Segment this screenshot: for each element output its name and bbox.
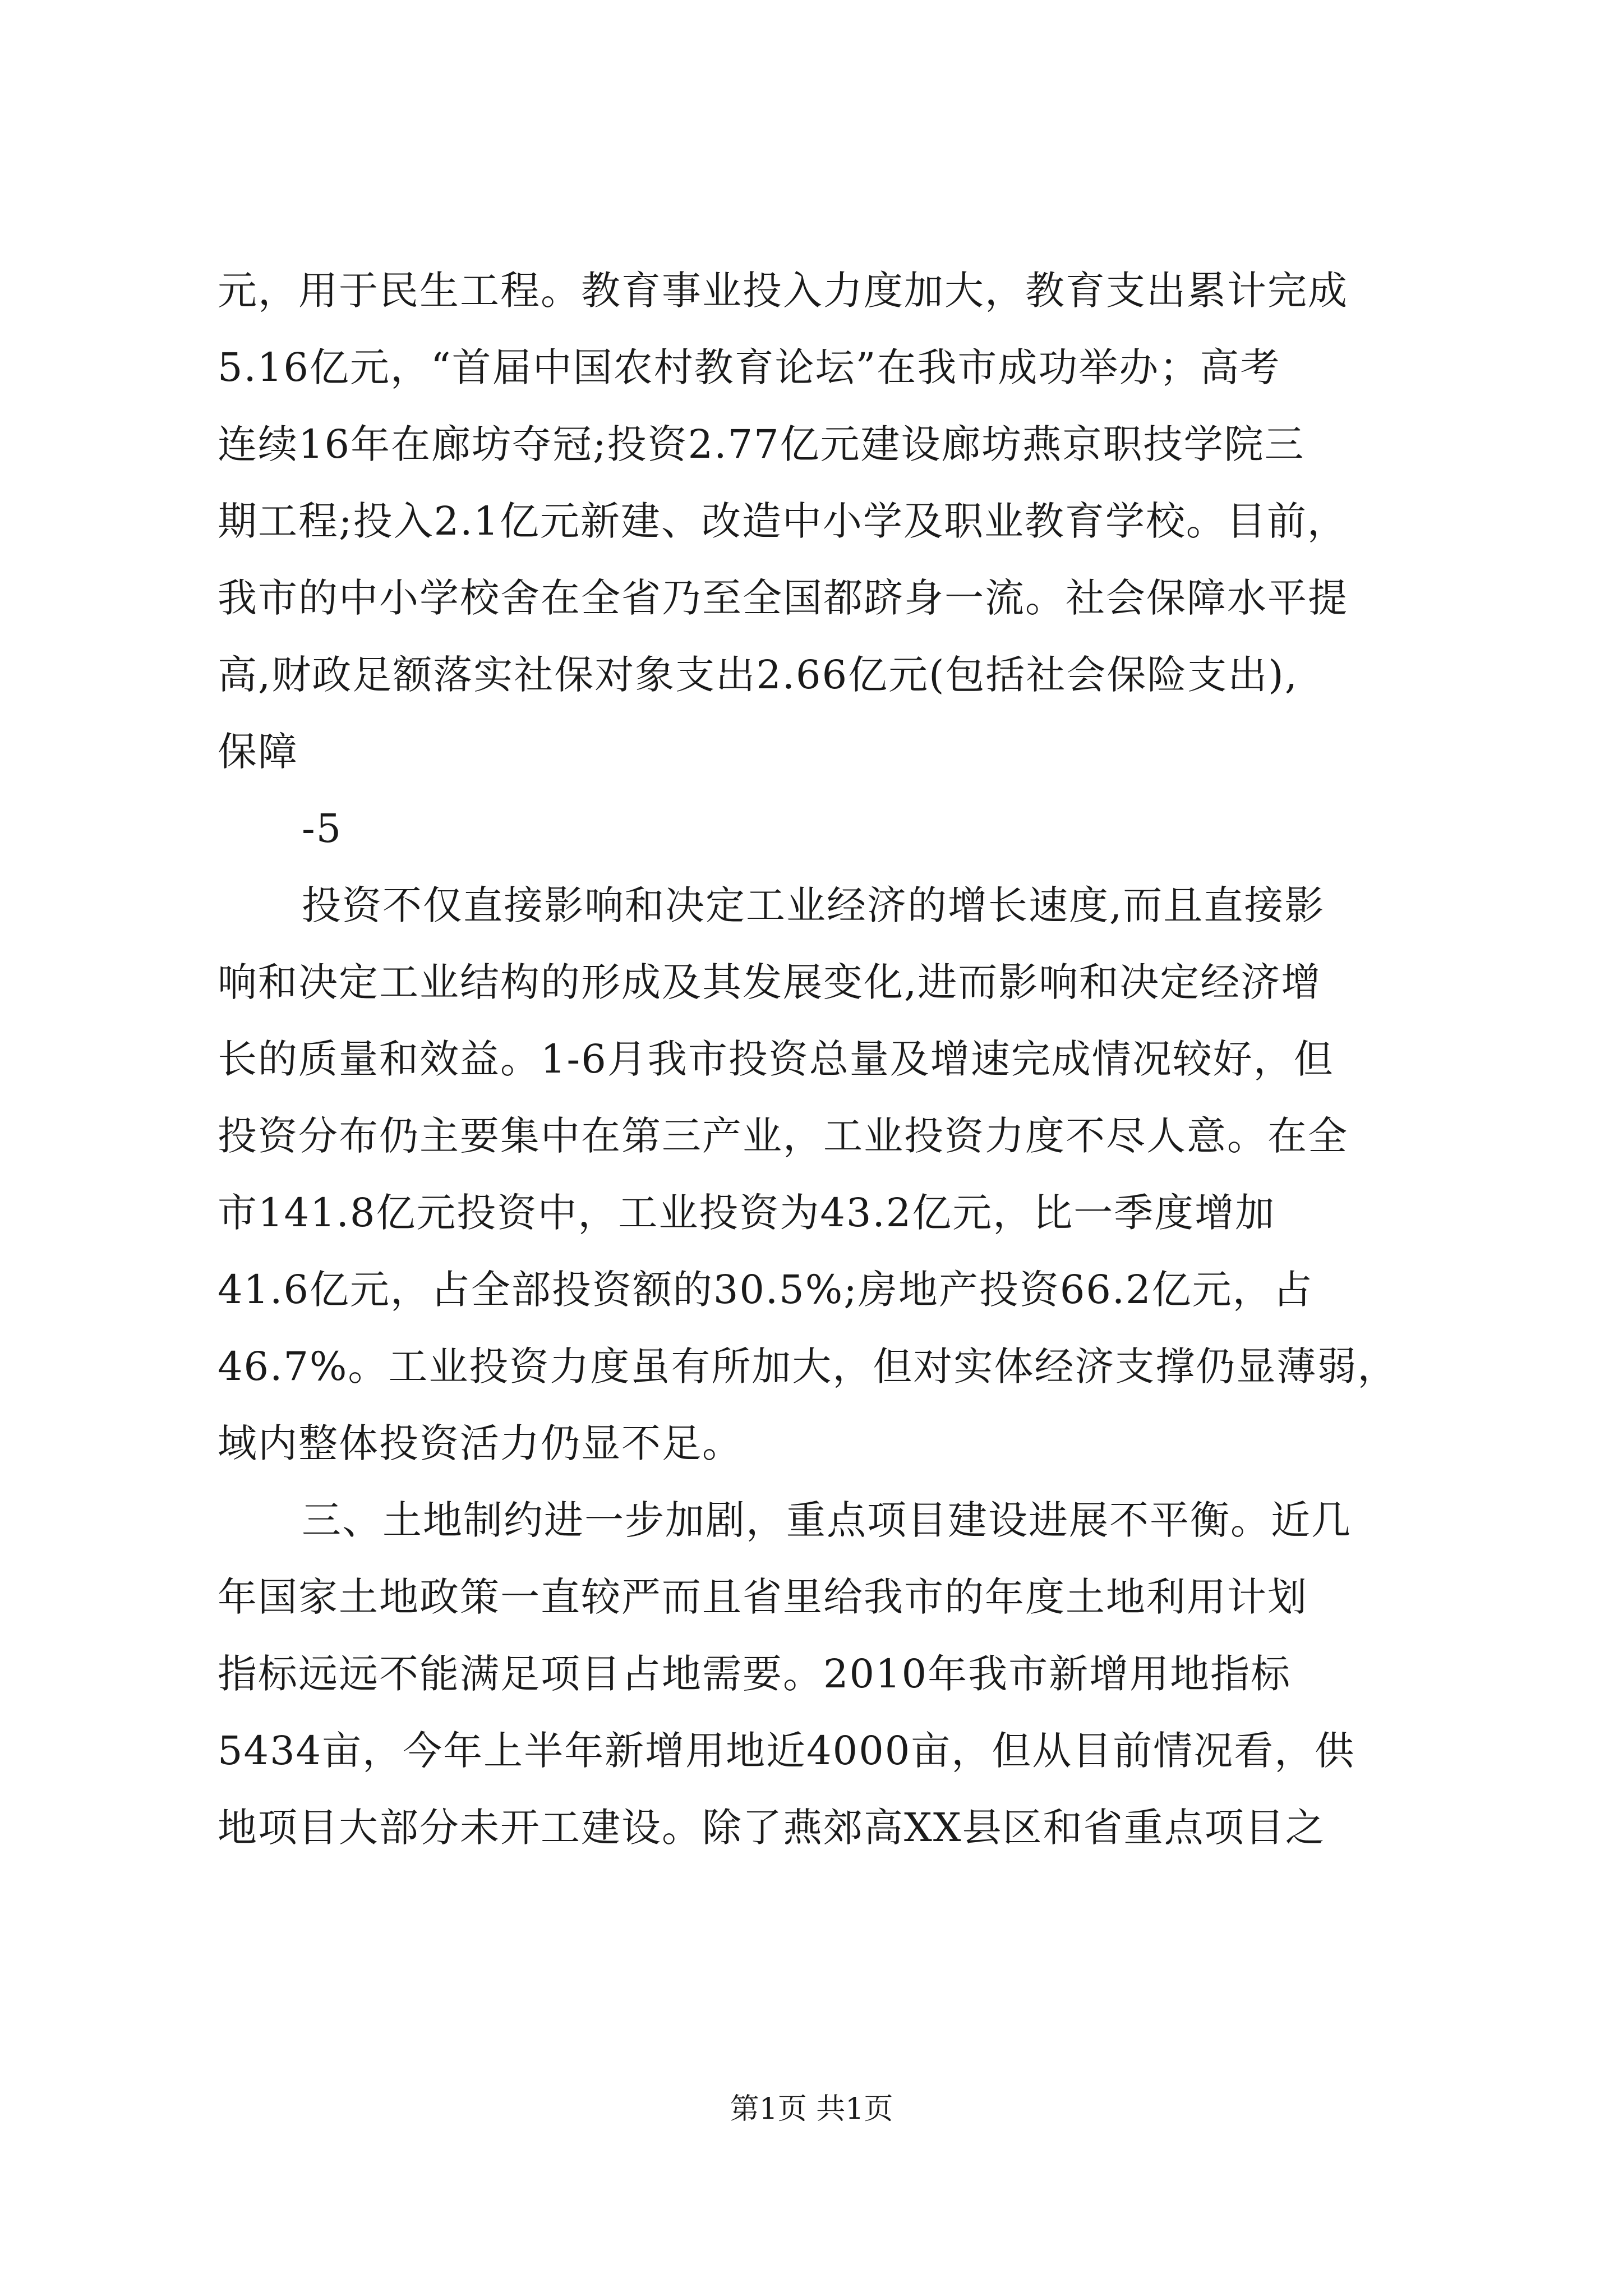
text-line: 年国家土地政策一直较严而且省里给我市的年度土地利用计划 xyxy=(218,1574,1308,1620)
text-line: 长的质量和效益。1-6月我市投资总量及增速完成情况较好，但 xyxy=(218,1036,1334,1082)
text-line: 投资分布仍主要集中在第三产业，工业投资力度不尽人意。在全 xyxy=(218,1113,1348,1159)
text-line: 5434亩，今年上半年新增用地近4000亩，但从目前情况看，供 xyxy=(218,1728,1355,1774)
text-line: 地项目大部分未开工建设。除了燕郊高XX县区和省重点项目之 xyxy=(218,1805,1326,1851)
text-line: 市141.8亿元投资中，工业投资为43.2亿元，比一季度增加 xyxy=(218,1190,1276,1236)
text-line: 5.16亿元，“首届中国农村教育论坛”在我市成功举办；高考 xyxy=(218,344,1281,390)
paragraph-start-line: 投资不仅直接影响和决定工业经济的增长速度,而且直接影 xyxy=(302,882,1325,928)
text-line: 保障 xyxy=(218,729,298,775)
page-number-footer: 第1页 共1页 xyxy=(730,2092,893,2126)
text-line: 指标远远不能满足项目占地需要。2010年我市新增用地指标 xyxy=(218,1651,1292,1697)
text-line: 我市的中小学校舍在全省乃至全国都跻身一流。社会保障水平提 xyxy=(218,575,1348,621)
section-marker: -5 xyxy=(302,806,343,852)
text-line: 高,财政足额落实社保对象支出2.66亿元(包括社会保险支出), xyxy=(218,652,1298,698)
text-line: 连续16年在廊坊夺冠;投资2.77亿元建设廊坊燕京职技学院三 xyxy=(218,421,1305,467)
paragraph-start-line: 三、土地制约进一步加剧，重点项目建设进展不平衡。近几 xyxy=(302,1497,1352,1543)
text-line: 响和决定工业结构的形成及其发展变化,进而影响和决定经济增 xyxy=(218,959,1322,1005)
text-line: 期工程;投入2.1亿元新建、改造中小学及职业教育学校。目前， xyxy=(218,498,1348,544)
document-body xyxy=(218,263,1412,1876)
text-line: 元，用于民生工程。教育事业投入力度加大，教育支出累计完成 xyxy=(218,268,1348,314)
text-line: 46.7%。工业投资力度虽有所加大，但对实体经济支撑仍显薄弱， xyxy=(218,1343,1398,1389)
text-line: 41.6亿元，占全部投资额的30.5%;房地产投资66.2亿元，占 xyxy=(218,1267,1313,1313)
text-line: 域内整体投资活力仍显不足。 xyxy=(218,1420,743,1466)
